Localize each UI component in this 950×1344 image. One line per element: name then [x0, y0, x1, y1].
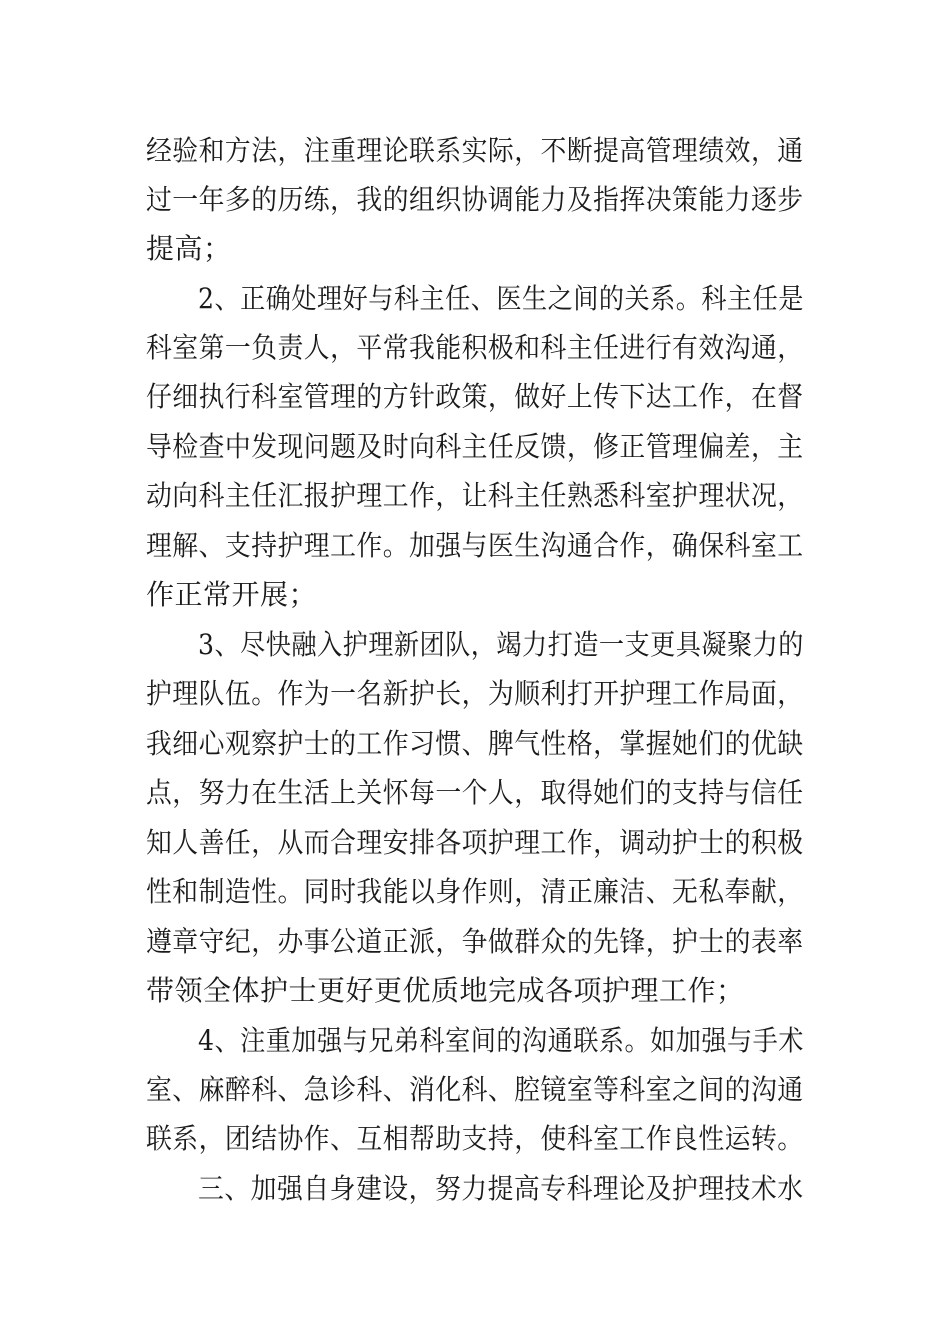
text-line: 点，努力在生活上关怀每一个人，取得她们的支持与信任 — [146, 776, 804, 809]
text-line: 室、麻醉科、急诊科、消化科、腔镜室等科室之间的沟通 — [146, 1073, 804, 1106]
text-line: 提高； — [146, 232, 232, 265]
text-line: 经验和方法，注重理论联系实际，不断提高管理绩效，通 — [146, 134, 804, 167]
text-line: 遵章守纪，办事公道正派，争做群众的先锋，护士的表率 — [146, 925, 804, 958]
text-line: 过一年多的历练，我的组织协调能力及指挥决策能力逐步 — [146, 183, 804, 216]
text-line: 理解、支持护理工作。加强与医生沟通合作，确保科室工 — [146, 529, 804, 562]
text-line: 作正常开展； — [146, 578, 318, 611]
text-line: 仔细执行科室管理的方针政策，做好上传下达工作，在督 — [146, 380, 804, 413]
text-line: 我细心观察护士的工作习惯、脾气性格，掌握她们的优缺 — [146, 727, 804, 760]
text-line: 科室第一负责人，平常我能积极和科主任进行有效沟通， — [146, 331, 804, 364]
paragraph-start-line: 3、尽快融入护理新团队，竭力打造一支更具凝聚力的 — [198, 628, 804, 661]
text-line: 导检查中发现问题及时向科主任反馈，修正管理偏差，主 — [146, 430, 804, 463]
paragraph-start-line: 2、正确处理好与科主任、医生之间的关系。科主任是 — [198, 282, 804, 315]
text-line: 带领全体护士更好更优质地完成各项护理工作； — [146, 974, 745, 1007]
section-heading-line: 三、加强自身建设，努力提高专科理论及护理技术水 — [198, 1172, 804, 1205]
text-line: 动向科主任汇报护理工作，让科主任熟悉科室护理状况， — [146, 479, 804, 512]
text-line: 知人善任，从而合理安排各项护理工作，调动护士的积极 — [146, 826, 804, 859]
text-line: 联系，团结协作、互相帮助支持，使科室工作良性运转。 — [146, 1122, 804, 1155]
text-line: 性和制造性。同时我能以身作则，清正廉洁、无私奉献， — [146, 875, 804, 908]
text-line: 护理队伍。作为一名新护长，为顺利打开护理工作局面， — [146, 677, 804, 710]
paragraph-start-line: 4、注重加强与兄弟科室间的沟通联系。如加强与手术 — [198, 1024, 804, 1057]
